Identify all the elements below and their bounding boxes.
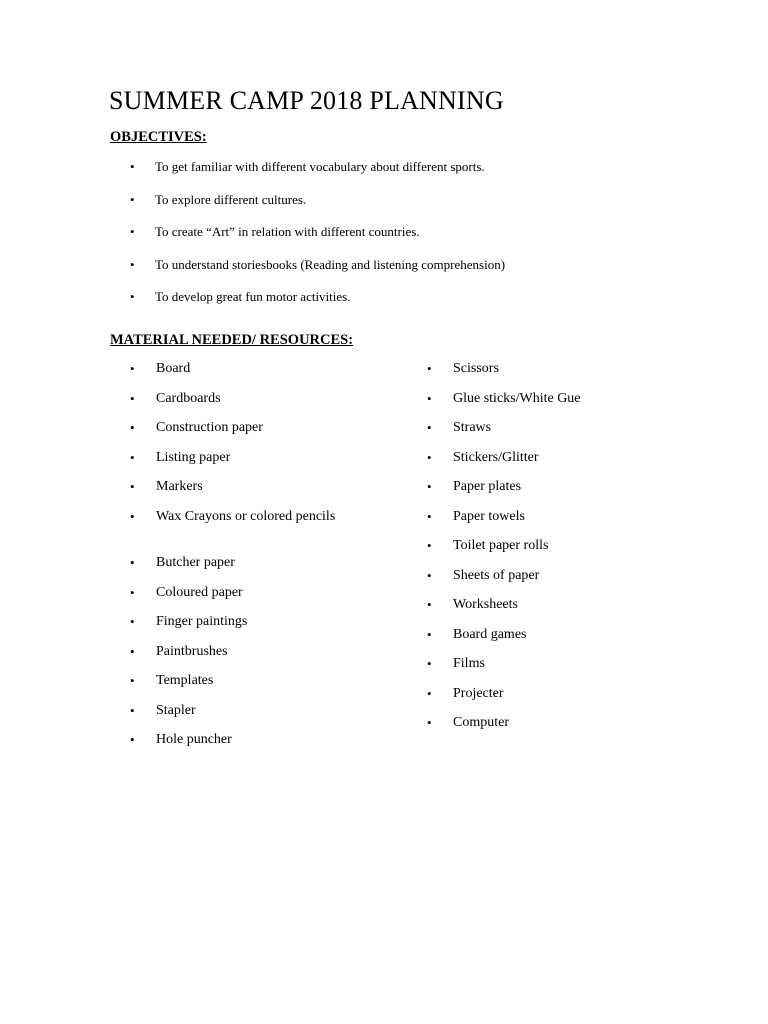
list-item [427, 685, 677, 715]
objectives-heading: OBJECTIVES: [110, 129, 207, 145]
list-item [427, 419, 677, 449]
bullet-icon: • [130, 584, 135, 600]
list-item [130, 478, 380, 508]
list-item [130, 554, 380, 584]
list-item [130, 360, 380, 390]
list-item [427, 626, 677, 656]
bullet-icon: • [427, 420, 432, 435]
bullet-icon: • [427, 508, 432, 524]
list-item [130, 191, 690, 224]
bullet-icon: • [130, 614, 135, 629]
list-item [427, 478, 677, 508]
material-text: Listing paper [156, 449, 231, 465]
material-text: Finger paintings [156, 614, 248, 629]
material-text: Paintbrushes [156, 643, 228, 659]
bullet-icon: • [130, 508, 135, 524]
material-text: Board [156, 361, 191, 376]
material-text: Computer [453, 715, 509, 730]
material-text: Board games [453, 626, 527, 642]
list-item [130, 419, 380, 449]
bullet-icon: • [130, 420, 135, 435]
material-text: Straws [453, 420, 492, 435]
material-text: Scissors [453, 361, 499, 376]
materials-list-right [427, 360, 677, 744]
document-title: SUMMER CAMP 2018 PLANNING [109, 86, 504, 115]
bullet-icon: • [427, 479, 432, 494]
materials-list-left [130, 360, 380, 761]
bullet-icon: • [130, 643, 135, 659]
bullet-icon: • [130, 289, 135, 304]
material-text: Glue sticks/White Gue [453, 390, 581, 406]
list-item [130, 672, 380, 702]
material-text: Films [453, 656, 485, 671]
bullet-icon: • [427, 626, 432, 642]
list-item [130, 390, 380, 420]
material-text: Stickers/Glitter [453, 449, 539, 465]
materials-heading: MATERIAL NEEDED/ RESOURCES: [110, 332, 354, 348]
bullet-icon: • [130, 702, 135, 718]
material-text: Paper towels [453, 508, 525, 524]
material-text: Coloured paper [156, 584, 243, 600]
bullet-icon: • [130, 390, 135, 406]
material-text: Worksheets [453, 597, 518, 612]
bullet-icon: • [427, 597, 432, 612]
list-item [427, 360, 677, 390]
material-text: Cardboards [156, 390, 221, 406]
list-item [130, 256, 690, 289]
bullet-icon: • [130, 555, 135, 570]
bullet-icon: • [130, 224, 135, 239]
bullet-icon: • [427, 538, 432, 553]
bullet-icon: • [130, 159, 135, 174]
bullet-icon: • [427, 390, 432, 406]
list-item [130, 613, 380, 643]
list-item [130, 449, 380, 479]
bullet-icon: • [427, 685, 432, 701]
material-text: Paper plates [453, 479, 522, 494]
bullet-icon: • [130, 732, 135, 747]
bullet-icon: • [427, 715, 432, 730]
material-text: Hole puncher [156, 732, 232, 747]
objective-text: To get familiar with different vocabulary about different sports. [155, 159, 485, 174]
bullet-icon: • [427, 361, 432, 376]
bullet-icon: • [130, 361, 135, 376]
objective-text: To develop great fun motor activities. [155, 289, 351, 304]
bullet-icon: • [130, 449, 135, 465]
objective-text: To create “Art” in relation with different countries. [155, 224, 420, 239]
bullet-icon: • [427, 656, 432, 671]
bullet-icon: • [130, 673, 135, 688]
material-text: Butcher paper [156, 555, 235, 570]
bullet-icon: • [130, 191, 135, 207]
material-text: Templates [156, 673, 214, 688]
list-item [130, 584, 380, 614]
list-item [427, 449, 677, 479]
list-item [130, 223, 690, 256]
list-item [427, 537, 677, 567]
objective-text: To understand storiesbooks (Reading and listening comprehension) [155, 256, 506, 272]
list-item [130, 508, 380, 555]
objectives-list [130, 158, 690, 321]
list-item [427, 390, 677, 420]
material-text: Stapler [156, 702, 196, 718]
list-item [427, 596, 677, 626]
list-item [130, 702, 380, 732]
list-item [130, 288, 690, 321]
bullet-icon: • [130, 256, 135, 272]
material-text: Markers [156, 479, 203, 494]
list-item [130, 158, 690, 191]
list-item [427, 714, 677, 744]
bullet-icon: • [427, 449, 432, 465]
list-item [427, 508, 677, 538]
list-item [427, 567, 677, 597]
material-text: Projecter [453, 685, 504, 701]
list-item [130, 643, 380, 673]
material-text: Sheets of paper [453, 567, 540, 583]
list-item [130, 731, 380, 761]
material-text: Construction paper [156, 420, 263, 435]
material-text: Wax Crayons or colored pencils [156, 508, 336, 524]
objective-text: To explore different cultures. [155, 191, 307, 207]
list-item [427, 655, 677, 685]
bullet-icon: • [130, 479, 135, 494]
bullet-icon: • [427, 567, 432, 583]
material-text: Toilet paper rolls [453, 538, 549, 553]
